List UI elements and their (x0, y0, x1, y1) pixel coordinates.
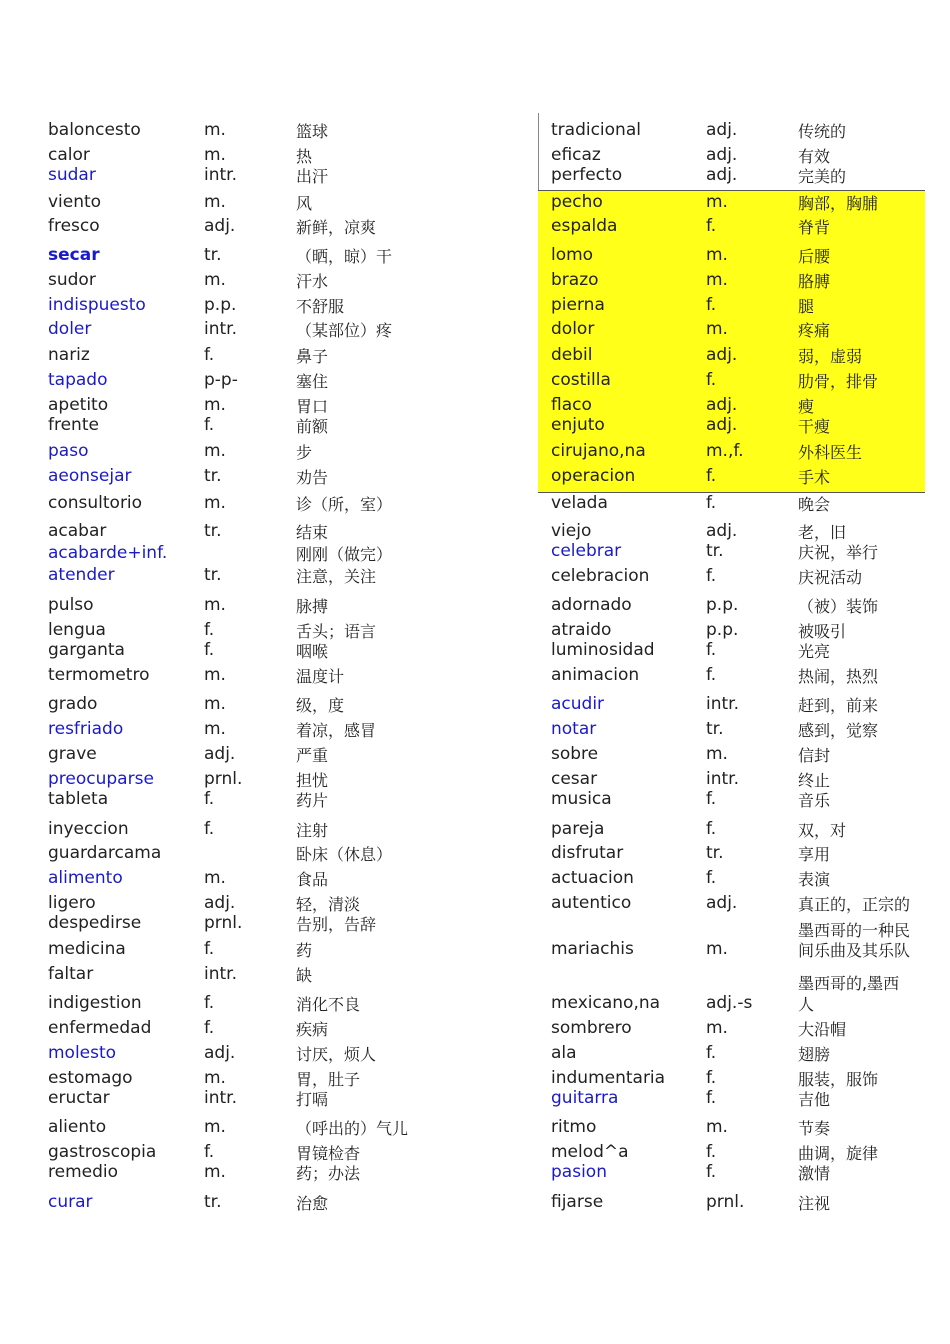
chinese-meaning: 前额 (296, 417, 329, 436)
part-of-speech: tr. (204, 565, 222, 585)
spanish-word: secar (48, 245, 100, 265)
chinese-meaning: 瘦 (798, 397, 815, 416)
spanish-word: adornado (551, 595, 632, 615)
spanish-word: consultorio (48, 493, 143, 513)
chinese-meaning: 药 (296, 941, 313, 960)
part-of-speech: tr. (204, 1192, 222, 1212)
part-of-speech: prnl. (204, 769, 243, 789)
vocab-entry (0, 1160, 950, 1184)
part-of-speech: f. (706, 1088, 717, 1108)
spanish-word: acabar (48, 521, 107, 541)
part-of-speech: adj. (706, 893, 738, 913)
part-of-speech: f. (204, 939, 215, 959)
spanish-word: indigestion (48, 993, 142, 1013)
chinese-meaning: （某部位）疼 (296, 321, 393, 340)
chinese-meaning: 吉他 (798, 1090, 831, 1109)
vocab-entry (0, 1190, 950, 1214)
part-of-speech: prnl. (204, 913, 243, 933)
part-of-speech: intr. (706, 694, 739, 714)
vocab-entry (0, 214, 950, 238)
vocab-entry (0, 268, 950, 292)
chinese-meaning: 信封 (798, 746, 831, 765)
chinese-meaning: 节奏 (798, 1119, 831, 1138)
part-of-speech: m. (204, 595, 226, 615)
part-of-speech: adj. (204, 744, 236, 764)
vocab-entry (0, 663, 950, 687)
chinese-meaning: 热 (296, 147, 313, 166)
vocab-entry (0, 638, 950, 662)
chinese-meaning: 被吸引 (798, 622, 847, 641)
spanish-word: sudor (48, 270, 96, 290)
part-of-speech: tr. (204, 466, 222, 486)
spanish-word: guitarra (551, 1088, 619, 1108)
part-of-speech: m. (706, 1018, 728, 1038)
part-of-speech: tr. (204, 521, 222, 541)
spanish-word: melod^a (551, 1142, 629, 1162)
chinese-meaning: （被）装饰 (798, 597, 879, 616)
part-of-speech: m. (204, 1117, 226, 1137)
spanish-word: debil (551, 345, 593, 365)
spanish-word: pareja (551, 819, 605, 839)
chinese-meaning: （呼出的）气儿 (296, 1119, 409, 1138)
vocab-entry (0, 593, 950, 617)
chinese-meaning: 胃镜检杳 (296, 1144, 361, 1163)
vocab-entry (0, 368, 950, 392)
chinese-meaning: 结束 (296, 523, 329, 542)
chinese-meaning: 干瘦 (798, 417, 831, 436)
part-of-speech: m. (706, 270, 728, 290)
part-of-speech: f. (204, 789, 215, 809)
spanish-word: acudir (551, 694, 605, 714)
chinese-meaning: 卧床（休息） (296, 845, 393, 864)
part-of-speech: m. (204, 694, 226, 714)
part-of-speech: m. (204, 395, 226, 415)
spanish-word: sobre (551, 744, 599, 764)
chinese-meaning: 表演 (798, 870, 831, 889)
part-of-speech: f. (204, 415, 215, 435)
spanish-word: termometro (48, 665, 150, 685)
chinese-meaning: 老，旧 (798, 523, 847, 542)
chinese-meaning: 注视 (798, 1194, 831, 1213)
vocab-entry (0, 1016, 950, 1040)
spanish-word: fresco (48, 216, 100, 236)
spanish-word: luminosidad (551, 640, 655, 660)
chinese-meaning: 弱，虚弱 (798, 347, 863, 366)
spanish-word: nariz (48, 345, 90, 365)
part-of-speech: adj. (706, 120, 738, 140)
spanish-word: celebracion (551, 566, 650, 586)
chinese-meaning: 鼻子 (296, 347, 329, 366)
vocab-entry (0, 539, 950, 563)
spanish-word: animacion (551, 665, 640, 685)
spanish-word: tapado (48, 370, 108, 390)
chinese-meaning: 手术 (798, 468, 831, 487)
chinese-meaning: 咽喉 (296, 642, 329, 661)
spanish-word: despedirse (48, 913, 142, 933)
spanish-word: remedio (48, 1162, 119, 1182)
chinese-meaning: 人 (798, 995, 815, 1014)
part-of-speech: f. (204, 620, 215, 640)
part-of-speech: m.,f. (706, 441, 744, 461)
vocab-entry (0, 343, 950, 367)
chinese-meaning: 双，对 (798, 821, 847, 840)
chinese-meaning: （晒，晾）干 (296, 247, 393, 266)
chinese-meaning: 胃口 (296, 397, 329, 416)
spanish-word: inyeccion (48, 819, 129, 839)
vocab-entry (0, 464, 950, 488)
spanish-word: paso (48, 441, 89, 461)
part-of-speech: adj. (706, 145, 738, 165)
vocab-entry (0, 190, 950, 214)
vocab-entry (0, 991, 950, 1015)
chinese-meaning: 感到，觉察 (798, 721, 879, 740)
spanish-word: apetito (48, 395, 109, 415)
chinese-meaning: 告别，告辞 (296, 915, 377, 934)
part-of-speech: m. (204, 270, 226, 290)
spanish-word: ritmo (551, 1117, 597, 1137)
part-of-speech: m. (706, 744, 728, 764)
spanish-word: ala (551, 1043, 577, 1063)
part-of-speech: intr. (204, 165, 237, 185)
vocab-entry (0, 937, 950, 961)
spanish-word: aliento (48, 1117, 107, 1137)
part-of-speech: f. (706, 819, 717, 839)
chinese-meaning: 间乐曲及其乐队 (798, 941, 911, 960)
chinese-meaning: 讨厌，烦人 (296, 1045, 377, 1064)
spanish-word: cesar (551, 769, 598, 789)
chinese-meaning: 传统的 (798, 122, 847, 141)
spanish-word: pierna (551, 295, 605, 315)
part-of-speech: tr. (706, 719, 724, 739)
chinese-meaning: 担忧 (296, 771, 329, 790)
part-of-speech: p-p- (204, 370, 238, 390)
spanish-word: medicina (48, 939, 126, 959)
part-of-speech: adj. (706, 395, 738, 415)
chinese-meaning: 光亮 (798, 642, 831, 661)
chinese-meaning: 完美的 (798, 167, 847, 186)
spanish-word: atender (48, 565, 115, 585)
part-of-speech: m. (204, 1068, 226, 1088)
part-of-speech: intr. (706, 769, 739, 789)
spanish-word: sombrero (551, 1018, 632, 1038)
chinese-meaning: 步 (296, 443, 313, 462)
chinese-meaning: 晚会 (798, 495, 831, 514)
part-of-speech: m. (204, 120, 226, 140)
part-of-speech: m. (706, 192, 728, 212)
spanish-word: pulso (48, 595, 94, 615)
chinese-meaning: 注意，关注 (296, 567, 377, 586)
part-of-speech: f. (204, 345, 215, 365)
spanish-word: grave (48, 744, 97, 764)
part-of-speech: prnl. (706, 1192, 745, 1212)
spanish-word: operacion (551, 466, 636, 486)
part-of-speech: f. (706, 370, 717, 390)
part-of-speech: f. (706, 1142, 717, 1162)
part-of-speech: m. (204, 145, 226, 165)
spanish-word: indumentaria (551, 1068, 666, 1088)
spanish-word: lengua (48, 620, 106, 640)
spanish-word: aeonsejar (48, 466, 132, 486)
chinese-meaning: 药；办法 (296, 1164, 361, 1183)
part-of-speech: intr. (204, 964, 237, 984)
spanish-word: tableta (48, 789, 109, 809)
chinese-meaning: 曲调，旋律 (798, 1144, 879, 1163)
chinese-meaning: 着凉，感冒 (296, 721, 377, 740)
spanish-word: autentico (551, 893, 632, 913)
chinese-meaning: 激情 (798, 1164, 831, 1183)
chinese-meaning: 篮球 (296, 122, 329, 141)
part-of-speech: m. (706, 1117, 728, 1137)
chinese-meaning: 享用 (798, 845, 831, 864)
chinese-meaning: 脉搏 (296, 597, 329, 616)
part-of-speech: m. (204, 493, 226, 513)
chinese-meaning: 级，度 (296, 696, 345, 715)
chinese-meaning: 轻，清淡 (296, 895, 361, 914)
chinese-meaning: 出汗 (296, 167, 329, 186)
spanish-word: flaco (551, 395, 592, 415)
chinese-meaning: 腿 (798, 297, 815, 316)
part-of-speech: f. (706, 493, 717, 513)
part-of-speech: tr. (706, 541, 724, 561)
chinese-meaning: 严重 (296, 746, 329, 765)
spanish-word: guardarcama (48, 843, 162, 863)
spanish-word: espalda (551, 216, 618, 236)
part-of-speech: f. (706, 295, 717, 315)
part-of-speech: p.p. (706, 620, 739, 640)
vocab-entry (0, 1115, 950, 1139)
vocab-entry (0, 1086, 950, 1110)
part-of-speech: f. (706, 1043, 717, 1063)
chinese-meaning: 庆祝活动 (798, 568, 863, 587)
spanish-word: musica (551, 789, 612, 809)
spanish-word: notar (551, 719, 597, 739)
chinese-meaning: 音乐 (798, 791, 831, 810)
part-of-speech: f. (706, 1162, 717, 1182)
part-of-speech: f. (706, 566, 717, 586)
chinese-meaning: 胸部，胸脯 (798, 194, 879, 213)
spanish-word: preocuparse (48, 769, 154, 789)
chinese-meaning: 终止 (798, 771, 831, 790)
vocab-entry (0, 293, 950, 317)
spanish-word: resfriado (48, 719, 124, 739)
chinese-meaning: 注射 (296, 821, 329, 840)
part-of-speech: f. (204, 993, 215, 1013)
spanish-word: disfrutar (551, 843, 624, 863)
part-of-speech: p.p. (204, 295, 237, 315)
part-of-speech: adj. (204, 1043, 236, 1063)
part-of-speech: f. (706, 868, 717, 888)
spanish-word: indispuesto (48, 295, 146, 315)
part-of-speech: f. (204, 640, 215, 660)
chinese-meaning: 缺 (296, 966, 313, 985)
spanish-word: estomago (48, 1068, 133, 1088)
part-of-speech: adj.-s (706, 993, 753, 1013)
part-of-speech: m. (706, 319, 728, 339)
spanish-word: alimento (48, 868, 123, 888)
vocab-entry (0, 692, 950, 716)
part-of-speech: m. (204, 665, 226, 685)
chinese-meaning: 大沿帽 (798, 1020, 847, 1039)
part-of-speech: adj. (204, 216, 236, 236)
spanish-word: acabarde+inf. (48, 543, 168, 563)
part-of-speech: m. (204, 1162, 226, 1182)
chinese-meaning: 诊（所，室） (296, 495, 393, 514)
chinese-meaning: 外科医生 (798, 443, 863, 462)
part-of-speech: f. (706, 466, 717, 486)
chinese-meaning: 食品 (296, 870, 329, 889)
spanish-word: velada (551, 493, 608, 513)
spanish-word: doler (48, 319, 92, 339)
spanish-word: eructar (48, 1088, 110, 1108)
part-of-speech: f. (204, 1018, 215, 1038)
spanish-word: curar (48, 1192, 93, 1212)
part-of-speech: intr. (204, 319, 237, 339)
spanish-word: gastroscopia (48, 1142, 157, 1162)
spanish-word: perfecto (551, 165, 623, 185)
chinese-meaning: 肋骨，排骨 (798, 372, 879, 391)
vocab-entry (0, 491, 950, 515)
spanish-word: enfermedad (48, 1018, 152, 1038)
spanish-word: eficaz (551, 145, 601, 165)
part-of-speech: m. (204, 192, 226, 212)
chinese-meaning: 真正的，正宗的 (798, 895, 911, 914)
part-of-speech: f. (706, 216, 717, 236)
vocab-entry (0, 317, 950, 341)
chinese-meaning: 翅膀 (798, 1045, 831, 1064)
chinese-meaning: 刚刚（做完） (296, 545, 393, 564)
part-of-speech: adj. (706, 345, 738, 365)
chinese-meaning: 汗水 (296, 272, 329, 291)
chinese-meaning: 脊背 (798, 218, 831, 237)
chinese-meaning: 打嗝 (296, 1090, 329, 1109)
spanish-word: pecho (551, 192, 603, 212)
vocab-entry (0, 742, 950, 766)
part-of-speech: m. (706, 245, 728, 265)
spanish-word: dolor (551, 319, 595, 339)
chinese-meaning: 热闹，热烈 (798, 667, 879, 686)
spanish-word: celebrar (551, 541, 622, 561)
spanish-word: fijarse (551, 1192, 604, 1212)
chinese-meaning: 赶到，前来 (798, 696, 879, 715)
spanish-word: cirujano,na (551, 441, 646, 461)
chinese-meaning: 服装，服饰 (798, 1070, 879, 1089)
spanish-word: ligero (48, 893, 96, 913)
chinese-meaning: 有效 (798, 147, 831, 166)
chinese-meaning: 消化不良 (296, 995, 361, 1014)
part-of-speech: tr. (706, 843, 724, 863)
vocab-entry (0, 118, 950, 142)
chinese-meaning: 药片 (296, 791, 329, 810)
chinese-meaning: 疾病 (296, 1020, 329, 1039)
part-of-speech: m. (706, 939, 728, 959)
chinese-meaning: 治愈 (296, 1194, 329, 1213)
part-of-speech: f. (706, 665, 717, 685)
spanish-word: actuacion (551, 868, 634, 888)
chinese-meaning: 风 (296, 194, 313, 213)
chinese-meaning: 疼痛 (798, 321, 831, 340)
chinese-meaning: 劝告 (296, 468, 329, 487)
vocab-entry (0, 817, 950, 841)
spanish-word: baloncesto (48, 120, 141, 140)
vocab-entry (0, 243, 950, 267)
vocab-entry (0, 564, 950, 588)
chinese-meaning: 新鲜，凉爽 (296, 218, 377, 237)
spanish-word: calor (48, 145, 90, 165)
vocab-entry (0, 787, 950, 811)
spanish-word: grado (48, 694, 98, 714)
part-of-speech: f. (204, 1142, 215, 1162)
chinese-meaning: 墨西哥的,墨西 (798, 974, 900, 993)
chinese-meaning: 温度计 (296, 667, 345, 686)
vocab-entry (0, 439, 950, 463)
vocab-entry (0, 866, 950, 890)
spanish-word: frente (48, 415, 99, 435)
chinese-meaning: 墨西哥的一种民 (798, 921, 911, 940)
vocab-entry (0, 1041, 950, 1065)
part-of-speech: intr. (204, 1088, 237, 1108)
spanish-word: mexicano,na (551, 993, 661, 1013)
part-of-speech: m. (204, 719, 226, 739)
part-of-speech: m. (204, 868, 226, 888)
vocab-entry (0, 163, 950, 187)
chinese-meaning: 不舒服 (296, 297, 345, 316)
part-of-speech: adj. (706, 165, 738, 185)
part-of-speech: adj. (204, 893, 236, 913)
vocab-entry (0, 891, 950, 915)
chinese-meaning: 庆祝，举行 (798, 543, 879, 562)
part-of-speech: m. (204, 441, 226, 461)
part-of-speech: f. (204, 819, 215, 839)
spanish-word: enjuto (551, 415, 605, 435)
part-of-speech: adj. (706, 521, 738, 541)
vocab-entry (0, 717, 950, 741)
spanish-word: brazo (551, 270, 599, 290)
spanish-word: tradicional (551, 120, 641, 140)
part-of-speech: tr. (204, 245, 222, 265)
spanish-word: viento (48, 192, 102, 212)
spanish-word: sudar (48, 165, 96, 185)
part-of-speech: adj. (706, 415, 738, 435)
chinese-meaning: 舌头；语言 (296, 622, 377, 641)
spanish-word: pasion (551, 1162, 607, 1182)
vocab-entry (0, 413, 950, 437)
spanish-word: atraido (551, 620, 612, 640)
spanish-word: faltar (48, 964, 94, 984)
part-of-speech: f. (706, 640, 717, 660)
chinese-meaning: 塞住 (296, 372, 329, 391)
part-of-speech: p.p. (706, 595, 739, 615)
spanish-word: molesto (48, 1043, 117, 1063)
part-of-speech: f. (706, 789, 717, 809)
chinese-meaning: 胃，肚子 (296, 1070, 361, 1089)
part-of-speech: f. (706, 1068, 717, 1088)
chinese-meaning: 胳膊 (798, 272, 831, 291)
vocab-entry (0, 841, 950, 865)
spanish-word: mariachis (551, 939, 634, 959)
spanish-word: lomo (551, 245, 594, 265)
spanish-word: garganta (48, 640, 125, 660)
spanish-word: costilla (551, 370, 611, 390)
chinese-meaning: 后腰 (798, 247, 831, 266)
spanish-word: viejo (551, 521, 592, 541)
